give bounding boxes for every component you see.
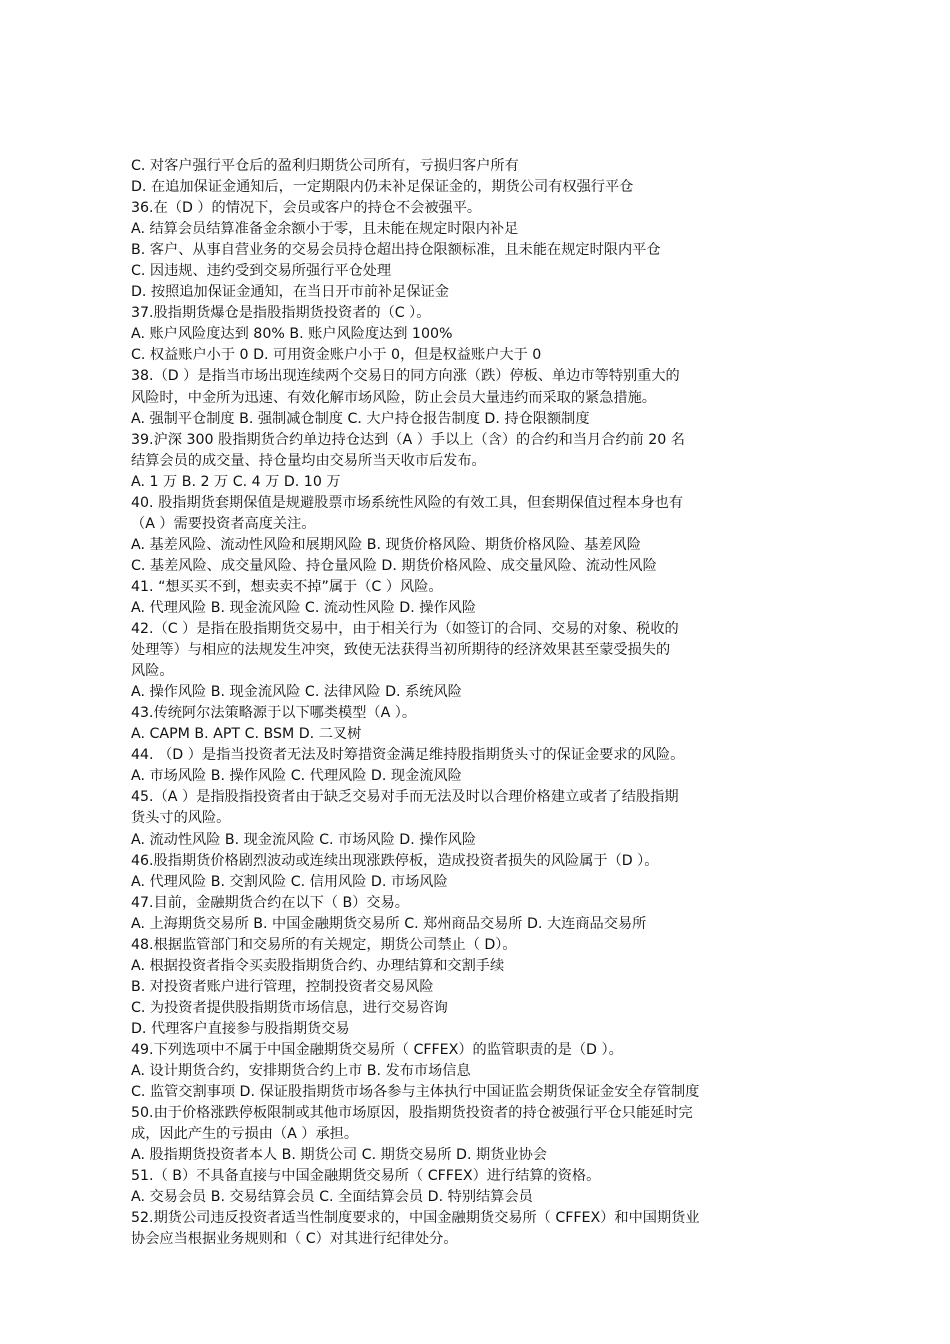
text-line: C. 对客户强行平仓后的盈利归期货公司所有，亏损归客户所有 (131, 158, 519, 174)
question-line: 40. 股指期货套期保值是规避股票市场系统性风险的有效工具，但套期保值过程本身也有 (131, 494, 684, 511)
option-line: D. 代理客户直接参与股指期货交易 (131, 1020, 350, 1037)
question-line: 协会应当根据业务规则和（ C）对其进行纪律处分。 (131, 1231, 458, 1248)
option-line: A. 基差风险、流动性风险和展期风险 B. 现货价格风险、期货价格风险、基差风险 (131, 536, 641, 553)
option-line: A. 强制平仓制度 B. 强制减仓制度 C. 大户持仓报告制度 D. 持仓限额制度 (131, 410, 590, 427)
question-line: 风险。 (131, 663, 174, 680)
option-line: A. 结算会员结算准备金余额小于零，且未能在规定时限内补足 (131, 221, 519, 238)
question-line: 48.根据监管部门和交易所的有关规定，期货公司禁止（ D）。 (131, 936, 517, 953)
option-line: C. 权益账户小于 0 D. 可用资金账户小于 0，但是权益账户大于 0 (131, 347, 542, 364)
option-line: B. 对投资者账户进行管理，控制投资者交易风险 (131, 978, 434, 995)
question-line: 41. “想买买不到，想卖卖不掉”属于（C ）风险。 (131, 578, 443, 595)
option-line: A. 1 万 B. 2 万 C. 4 万 D. 10 万 (131, 473, 341, 490)
option-line: A. 代理风险 B. 交割风险 C. 信用风险 D. 市场风险 (131, 873, 448, 890)
option-line: A. 代理风险 B. 现金流风险 C. 流动性风险 D. 操作风险 (131, 599, 477, 616)
option-line: C. 监管交割事项 D. 保证股指期货市场各参与主体执行中国证监会期货保证金安全存管制度 (131, 1084, 700, 1101)
option-line: A. CAPM B. APT C. BSM D. 二叉树 (131, 726, 362, 743)
question-line: 成，因此产生的亏损由（A ）承担。 (131, 1126, 359, 1143)
question-line: 37.股指期货爆仓是指股指期货投资者的（C ）。 (131, 305, 431, 322)
question-line: 结算会员的成交量、持仓量均由交易所当天收市后发布。 (131, 452, 486, 469)
question-line: 38.（D ）是指当市场出现连续两个交易日的同方向涨（跌）停板、单边市等特别重大的 (131, 368, 680, 385)
option-line: C. 因违规、违约受到交易所强行平仓处理 (131, 263, 392, 280)
option-line: C. 为投资者提供股指期货市场信息，进行交易咨询 (131, 999, 448, 1016)
option-line: A. 交易会员 B. 交易结算会员 C. 全面结算会员 D. 特别结算会员 (131, 1189, 533, 1206)
question-line: 49.下列选项中不属于中国金融期货交易所（ CFFEX）的监管职责的是（D ）。 (131, 1041, 623, 1058)
question-line: 风险时，中金所为迅速、有效化解市场风险，防止会员大量违约而采取的紧急措施。 (131, 389, 656, 406)
option-line: C. 基差风险、成交量风险、持仓量风险 D. 期货价格风险、成交量风险、流动性风险 (131, 557, 657, 574)
question-line: 39.沪深 300 股指期货合约单边持仓达到（A ）手以上（含）的合约和当月合约前 20 名 (131, 431, 685, 448)
question-line: 处理等）与相应的法规发生冲突，致使无法获得当初所期待的经济效果甚至蒙受损失的 (131, 642, 671, 659)
text-line: D. 在追加保证金通知后，一定期限内仍未补足保证金的，期货公司有权强行平仓 (131, 179, 634, 196)
option-line: A. 流动性风险 B. 现金流风险 C. 市场风险 D. 操作风险 (131, 831, 477, 848)
question-line: 50.由于价格涨跌停板限制或其他市场原因，股指期货投资者的持仓被强行平仓只能延时完 (131, 1105, 693, 1122)
question-line: 52.期货公司违反投资者适当性制度要求的，中国金融期货交易所（ CFFEX）和中国期货业 (131, 1210, 700, 1227)
option-line: D. 按照追加保证金通知，在当日开市前补足保证金 (131, 284, 449, 301)
document-page (131, 156, 776, 1250)
option-line: A. 上海期货交易所 B. 中国金融期货交易所 C. 郑州商品交易所 D. 大连商品交易所 (131, 915, 647, 932)
question-line: 46.股指期货价格剧烈波动或连续出现涨跌停板，造成投资者损失的风险属于（D ）。 (131, 852, 659, 869)
question-line: 45.（A ）是指股指投资者由于缺乏交易对手而无法及时以合理价格建立或者了结股指期 (131, 789, 679, 806)
question-line: 51.（ B）不具备直接与中国金融期货交易所（ CFFEX）进行结算的资格。 (131, 1168, 601, 1185)
question-line: 44. （D ）是指当投资者无法及时筹措资金满足维持股指期货头寸的保证金要求的风险。 (131, 747, 685, 764)
option-line: A. 根据投资者指令买卖股指期货合约、办理结算和交割手续 (131, 957, 505, 974)
option-line: A. 市场风险 B. 操作风险 C. 代理风险 D. 现金流风险 (131, 768, 462, 785)
question-line: （A ）需要投资者高度关注。 (131, 515, 316, 532)
question-line: 43.传统阿尔法策略源于以下哪类模型（A ）。 (131, 705, 417, 722)
question-line: 42.（C ）是指在股指期货交易中，由于相关行为（如签订的合同、交易的对象、税收的 (131, 621, 679, 638)
option-line: A. 股指期货投资者本人 B. 期货公司 C. 期货交易所 D. 期货业协会 (131, 1147, 547, 1164)
question-line: 36.在（D ）的情况下，会员或客户的持仓不会被强平。 (131, 200, 482, 217)
option-line: A. 操作风险 B. 现金流风险 C. 法律风险 D. 系统风险 (131, 684, 462, 701)
option-line: A. 设计期货合约，安排期货合约上市 B. 发布市场信息 (131, 1063, 471, 1080)
option-line: B. 客户、从事自营业务的交易会员持仓超出持仓限额标准，且未能在规定时限内平仓 (131, 242, 661, 259)
option-line: A. 账户风险度达到 80% B. 账户风险度达到 100% (131, 326, 453, 343)
question-line: 47.目前，金融期货合约在以下（ B）交易。 (131, 894, 409, 911)
question-line: 货头寸的风险。 (131, 810, 231, 827)
